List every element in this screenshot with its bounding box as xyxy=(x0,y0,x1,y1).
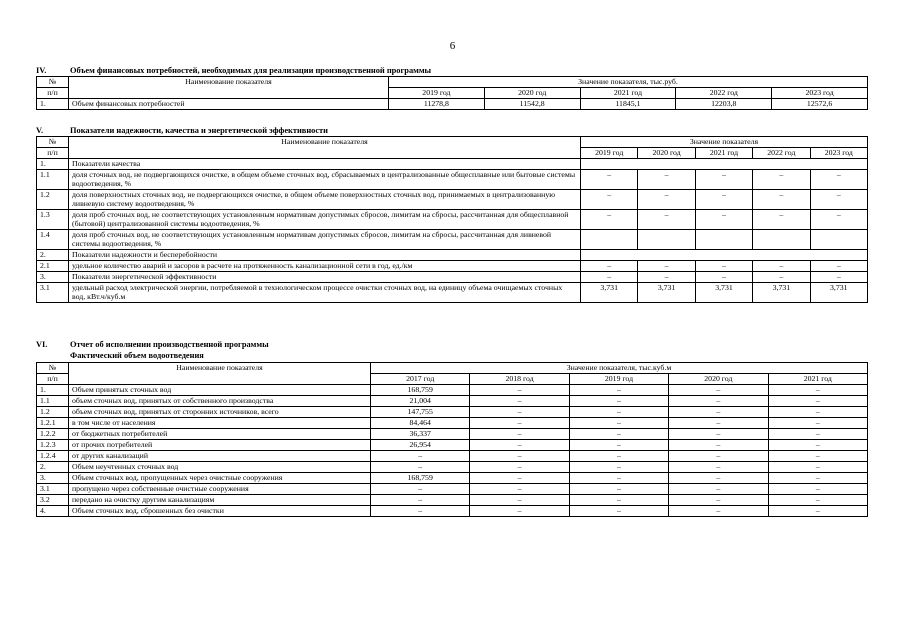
year-header: 2019 год xyxy=(569,374,668,385)
value-cell: 12203,8 xyxy=(676,99,772,110)
header-no-sub: п/п xyxy=(37,148,69,159)
value-cell: – xyxy=(569,440,668,451)
value-cell: – xyxy=(669,418,768,429)
header-value: Значение показателя, тыс.руб. xyxy=(389,77,868,88)
value-cell: – xyxy=(753,210,810,230)
row-number: 1.1 xyxy=(37,170,69,190)
value-cell: – xyxy=(569,462,668,473)
value-cell: – xyxy=(470,495,569,506)
row-number: 3. xyxy=(37,272,69,283)
value-cell: – xyxy=(638,210,695,230)
row-number: 1.1 xyxy=(37,396,69,407)
table-row xyxy=(37,385,868,396)
value-cell: – xyxy=(638,170,695,190)
value-cell: – xyxy=(470,385,569,396)
row-number: 2.1 xyxy=(37,261,69,272)
value-cell xyxy=(695,230,752,250)
indicator-name: доля сточных вод, не подвергающихся очистке, в общем объеме сточных вод, сбрасываемых в централизованные общесплавные или бытовые системы водоотведения, % xyxy=(69,170,581,190)
value-cell: – xyxy=(569,396,668,407)
value-cell: – xyxy=(470,484,569,495)
empty-value-cell xyxy=(581,159,868,170)
value-cell: – xyxy=(810,272,867,283)
value-cell xyxy=(581,230,638,250)
row-number: 1.2.2 xyxy=(37,429,69,440)
value-cell: – xyxy=(569,506,668,517)
header-no: № xyxy=(37,363,69,374)
value-cell: 12572,6 xyxy=(772,99,868,110)
year-header: 2017 год xyxy=(371,374,470,385)
row-number: 3.2 xyxy=(37,495,69,506)
value-cell: – xyxy=(768,484,867,495)
value-cell: – xyxy=(768,396,867,407)
value-cell: – xyxy=(810,210,867,230)
indicator-name: от бюджетных потребителей xyxy=(69,429,371,440)
value-cell: – xyxy=(768,440,867,451)
value-cell: 3,731 xyxy=(581,283,638,303)
value-cell: 26,954 xyxy=(371,440,470,451)
value-cell: 11278,8 xyxy=(389,99,485,110)
value-cell: – xyxy=(810,190,867,210)
indicator-name: Показатели энергетической эффективности xyxy=(69,272,581,283)
value-cell: 3,731 xyxy=(810,283,867,303)
financial-needs-table xyxy=(36,76,868,110)
value-cell: – xyxy=(569,407,668,418)
value-cell: 11542,8 xyxy=(484,99,580,110)
table-row xyxy=(37,250,868,261)
value-cell: – xyxy=(470,407,569,418)
row-number: 1.2.1 xyxy=(37,418,69,429)
indicator-name: объем сточных вод, принятых от собственного производства xyxy=(69,396,371,407)
header-name: Наименование показателя xyxy=(69,77,389,99)
section-5-number: V. xyxy=(36,126,44,135)
indicator-name: объем сточных вод, принятых от сторонних источников, всего xyxy=(69,407,371,418)
value-cell: – xyxy=(371,462,470,473)
row-number: 3.1 xyxy=(37,484,69,495)
table-row xyxy=(37,506,868,517)
table-row xyxy=(37,484,868,495)
value-cell xyxy=(638,230,695,250)
value-cell: – xyxy=(768,473,867,484)
header-no-sub: п/п xyxy=(37,88,69,99)
header-name: Наименование показателя xyxy=(69,363,371,385)
table-row xyxy=(37,462,868,473)
value-cell: – xyxy=(470,418,569,429)
indicator-name: Объем финансовых потребностей xyxy=(69,99,389,110)
indicator-name: от прочих потребителей xyxy=(69,440,371,451)
value-cell: – xyxy=(695,272,752,283)
value-cell: – xyxy=(669,429,768,440)
value-cell: – xyxy=(470,506,569,517)
value-cell: – xyxy=(753,272,810,283)
table-row xyxy=(37,170,868,190)
value-cell: – xyxy=(669,440,768,451)
value-cell: 147,755 xyxy=(371,407,470,418)
value-cell: – xyxy=(371,451,470,462)
value-cell: – xyxy=(768,385,867,396)
indicator-name: передано на очистку другим канализациям xyxy=(69,495,371,506)
value-cell: – xyxy=(569,495,668,506)
table-row xyxy=(37,440,868,451)
value-cell: – xyxy=(753,261,810,272)
value-cell: – xyxy=(569,418,668,429)
indicator-name: Объем неучтенных сточных вод xyxy=(69,462,371,473)
value-cell: – xyxy=(768,462,867,473)
year-header: 2020 год xyxy=(638,148,695,159)
indicator-name: Показатели качества xyxy=(69,159,581,170)
value-cell: – xyxy=(470,396,569,407)
value-cell: – xyxy=(569,451,668,462)
table-row xyxy=(37,495,868,506)
wastewater-volume-table xyxy=(36,362,868,517)
indicator-name: удельный расход электрической энергии, потребляемой в технологическом процессе очистки сточных вод, на единицу объема очищаемых сточных вод, кВт.ч/куб.м xyxy=(69,283,581,303)
year-header: 2023 год xyxy=(772,88,868,99)
reliability-indicators-table xyxy=(36,136,868,303)
indicator-name: пропущено через собственные очистные сооружения xyxy=(69,484,371,495)
value-cell: – xyxy=(768,506,867,517)
section-4-title: Объем финансовых потребностей, необходимых для реализации производственной программы xyxy=(70,66,432,75)
value-cell: – xyxy=(569,473,668,484)
value-cell: – xyxy=(810,170,867,190)
year-header: 2021 год xyxy=(695,148,752,159)
table-row xyxy=(37,261,868,272)
value-cell: – xyxy=(768,451,867,462)
value-cell: – xyxy=(669,396,768,407)
indicator-name: Показатели надежности и бесперебойности xyxy=(69,250,581,261)
indicator-name: доля поверхностных сточных вод, не подвергающихся очистке, в общем объеме поверхностных сточных вод, принимаемых в централизованную ливневую систему водоотведения, % xyxy=(69,190,581,210)
value-cell: – xyxy=(638,272,695,283)
table-row xyxy=(37,230,868,250)
value-cell xyxy=(810,230,867,250)
year-header: 2018 год xyxy=(470,374,569,385)
section-6-title: Отчет об исполнении производственной программы xyxy=(70,340,269,349)
value-cell: – xyxy=(470,451,569,462)
indicator-name: доля проб сточных вод, не соответствующих установленным нормативам допустимых сбросов, лимитам на сбросы, рассчитанная для ливневой системы водоотведения, % xyxy=(69,230,581,250)
value-cell: 84,464 xyxy=(371,418,470,429)
header-no: № xyxy=(37,137,69,148)
indicator-name: в том числе от населения xyxy=(69,418,371,429)
table-row xyxy=(37,451,868,462)
value-cell: – xyxy=(581,170,638,190)
value-cell: – xyxy=(470,429,569,440)
value-cell: – xyxy=(371,484,470,495)
table-row xyxy=(37,283,868,303)
value-cell: 3,731 xyxy=(695,283,752,303)
year-header: 2022 год xyxy=(753,148,810,159)
section-4-heading xyxy=(36,66,431,76)
value-cell: 3,731 xyxy=(753,283,810,303)
section-6-subtitle: Фактический объем водоотведения xyxy=(70,351,204,360)
value-cell: – xyxy=(768,495,867,506)
table-row xyxy=(37,99,868,110)
value-cell: – xyxy=(669,484,768,495)
header-no-sub: п/п xyxy=(37,374,69,385)
value-cell: – xyxy=(638,261,695,272)
section-4-number: IV. xyxy=(36,66,47,75)
table-row xyxy=(37,190,868,210)
year-header: 2021 год xyxy=(580,88,676,99)
value-cell: – xyxy=(753,170,810,190)
indicator-name: от других канализаций xyxy=(69,451,371,462)
row-number: 2. xyxy=(37,250,69,261)
table-row xyxy=(37,473,868,484)
empty-value-cell xyxy=(581,250,868,261)
row-number: 1. xyxy=(37,159,69,170)
value-cell xyxy=(753,230,810,250)
row-number: 1.2 xyxy=(37,190,69,210)
value-cell: 11845,1 xyxy=(580,99,676,110)
row-number: 1.4 xyxy=(37,230,69,250)
value-cell: – xyxy=(669,385,768,396)
indicator-name: Объем принятых сточных вод xyxy=(69,385,371,396)
indicator-name: доля проб сточных вод, не соответствующих установленным нормативам допустимых сбросов, лимитам на сбросы, рассчитанная для общесплавной (бытовой) централизованной системы водоотведения, % xyxy=(69,210,581,230)
section-5-title: Показатели надежности, качества и энергетической эффективности xyxy=(70,126,328,135)
row-number: 3. xyxy=(37,473,69,484)
table-row xyxy=(37,418,868,429)
value-cell: – xyxy=(810,261,867,272)
value-cell: – xyxy=(581,190,638,210)
value-cell: – xyxy=(768,407,867,418)
table-row xyxy=(37,396,868,407)
table-row xyxy=(37,429,868,440)
row-number: 2. xyxy=(37,462,69,473)
value-cell: 21,004 xyxy=(371,396,470,407)
indicator-name: удельное количество аварий и засоров в расчете на протяженность канализационной сети в год, ед./км xyxy=(69,261,581,272)
value-cell: – xyxy=(371,506,470,517)
row-number: 1. xyxy=(37,99,69,110)
value-cell: 36,337 xyxy=(371,429,470,440)
value-cell: – xyxy=(581,272,638,283)
row-number: 1.2 xyxy=(37,407,69,418)
year-header: 2022 год xyxy=(676,88,772,99)
row-number: 3.1 xyxy=(37,283,69,303)
page-number: 6 xyxy=(449,40,456,52)
row-number: 1.3 xyxy=(37,210,69,230)
header-no: № xyxy=(37,77,69,88)
value-cell: – xyxy=(638,190,695,210)
row-number: 4. xyxy=(37,506,69,517)
value-cell: – xyxy=(768,429,867,440)
value-cell: – xyxy=(695,261,752,272)
value-cell: – xyxy=(669,506,768,517)
section-6-number: VI. xyxy=(36,340,48,349)
value-cell: – xyxy=(470,462,569,473)
value-cell: – xyxy=(470,440,569,451)
value-cell: – xyxy=(581,210,638,230)
header-value: Значение показателя xyxy=(581,137,868,148)
table-row xyxy=(37,407,868,418)
value-cell: – xyxy=(569,385,668,396)
section-6-heading xyxy=(36,340,269,350)
indicator-name: Объем сточных вод, пропущенных через очистные сооружения xyxy=(69,473,371,484)
value-cell: – xyxy=(669,407,768,418)
value-cell: 168,759 xyxy=(371,473,470,484)
value-cell: 3,731 xyxy=(638,283,695,303)
value-cell: – xyxy=(569,484,668,495)
header-value: Значение показателя, тыс.куб.м xyxy=(371,363,868,374)
year-header: 2020 год xyxy=(669,374,768,385)
value-cell: – xyxy=(768,418,867,429)
table-row xyxy=(37,159,868,170)
table-row xyxy=(37,272,868,283)
section-5-heading xyxy=(36,126,328,136)
value-cell: – xyxy=(569,429,668,440)
year-header: 2020 год xyxy=(484,88,580,99)
value-cell: – xyxy=(669,462,768,473)
value-cell: 168,759 xyxy=(371,385,470,396)
year-header: 2023 год xyxy=(810,148,867,159)
header-name: Наименование показателя xyxy=(69,137,581,159)
value-cell: – xyxy=(695,210,752,230)
value-cell: – xyxy=(695,170,752,190)
indicator-name: Объем сточных вод, сброшенных без очистки xyxy=(69,506,371,517)
value-cell: – xyxy=(669,473,768,484)
value-cell: – xyxy=(470,473,569,484)
year-header: 2019 год xyxy=(389,88,485,99)
year-header: 2021 год xyxy=(768,374,867,385)
value-cell: – xyxy=(669,451,768,462)
value-cell: – xyxy=(695,190,752,210)
row-number: 1.2.4 xyxy=(37,451,69,462)
year-header: 2019 год xyxy=(581,148,638,159)
row-number: 1.2.3 xyxy=(37,440,69,451)
value-cell: – xyxy=(753,190,810,210)
table-row xyxy=(37,210,868,230)
value-cell: – xyxy=(581,261,638,272)
row-number: 1. xyxy=(37,385,69,396)
value-cell: – xyxy=(669,495,768,506)
value-cell: – xyxy=(371,495,470,506)
